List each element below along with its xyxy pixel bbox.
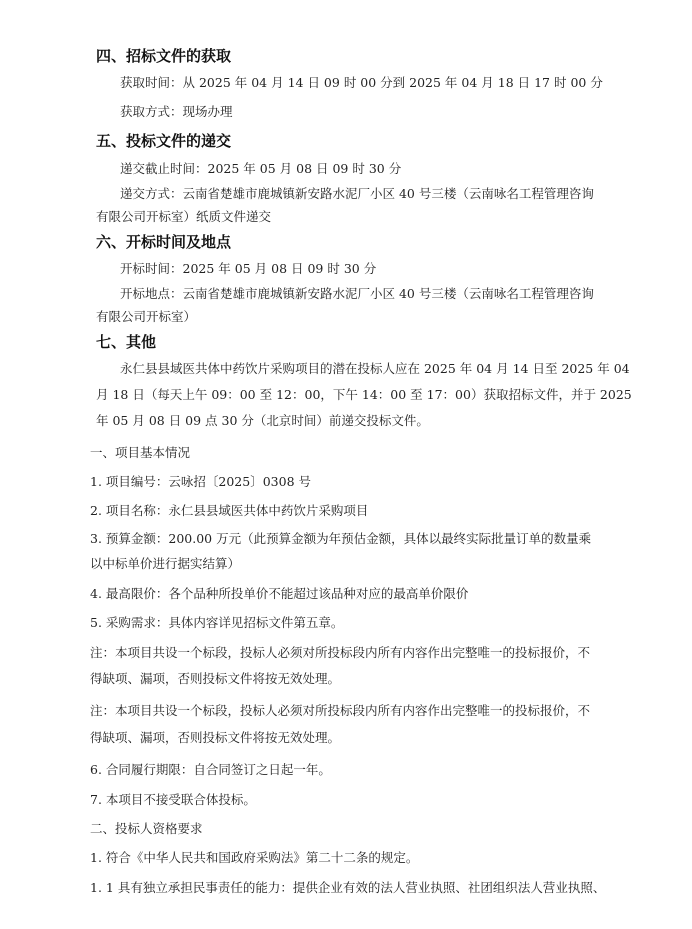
qualification-item1: 1. 符合《中华人民共和国政府采购法》第二十二条的规定。 bbox=[90, 850, 419, 865]
other-para-line1: 永仁县县域医共体中药饮片采购项目的潜在投标人应在 2025 年 04 月 14 日至 2025 年 04 bbox=[120, 361, 630, 376]
note1-line1: 注：本项目共设一个标段，投标人必须对所投标段内所有内容作出完整唯一的投标报价，不 bbox=[90, 645, 591, 660]
no-consortium: 7. 本项目不接受联合体投标。 bbox=[90, 792, 256, 807]
budget-line1: 3. 预算金额：200.00 万元（此预算金额为年预估金额，具体以最终实际批量订单的数量乘 bbox=[90, 531, 592, 546]
submit-method-line1: 递交方式：云南省楚雄市鹿城镇新安路水泥厂小区 40 号三楼（云南咏名工程管理咨询 bbox=[120, 186, 594, 201]
qualification-title: 二、投标人资格要求 bbox=[90, 821, 203, 836]
section-heading-7: 七、其他 bbox=[96, 333, 157, 351]
note2-line1: 注：本项目共设一个标段，投标人必须对所投标段内所有内容作出完整唯一的投标报价，不 bbox=[90, 703, 591, 718]
opening-time: 开标时间：2025 年 05 月 08 日 09 时 30 分 bbox=[120, 261, 377, 276]
note1-line2: 得缺项、漏项，否则投标文件将按无效处理。 bbox=[90, 671, 341, 686]
project-number: 1. 项目编号：云咏招〔2025〕0308 号 bbox=[90, 474, 311, 489]
basic-info-title: 一、项目基本情况 bbox=[90, 445, 191, 460]
submit-method-line2: 有限公司开标室）纸质文件递交 bbox=[96, 209, 272, 224]
price-ceiling: 4. 最高限价：各个品种所投单价不能超过该品种对应的最高单价限价 bbox=[90, 586, 469, 601]
note2-line2: 得缺项、漏项，否则投标文件将按无效处理。 bbox=[90, 730, 341, 745]
section-heading-5: 五、投标文件的递交 bbox=[96, 132, 232, 150]
other-para-line2: 月 18 日（每天上午 09：00 至 12：00，下午 14：00 至 17：00）获取招标文件，并于 2025 bbox=[96, 387, 632, 402]
acquire-method: 获取方式：现场办理 bbox=[120, 104, 233, 119]
other-para-line3: 年 05 月 08 日 09 点 30 分（北京时间）前递交投标文件。 bbox=[96, 413, 429, 428]
project-name: 2. 项目名称：永仁县县域医共体中药饮片采购项目 bbox=[90, 503, 369, 518]
section-heading-4: 四、招标文件的获取 bbox=[96, 47, 232, 65]
procurement-requirement: 5. 采购需求：具体内容详见招标文件第五章。 bbox=[90, 615, 344, 630]
opening-place-line1: 开标地点：云南省楚雄市鹿城镇新安路水泥厂小区 40 号三楼（云南咏名工程管理咨询 bbox=[120, 286, 594, 301]
contract-period: 6. 合同履行期限：自合同签订之日起一年。 bbox=[90, 762, 331, 777]
acquire-time: 获取时间：从 2025 年 04 月 14 日 09 时 00 分到 2025 年 04 月 18 日 17 时 00 分 bbox=[120, 75, 603, 90]
qualification-item1-1: 1. 1 具有独立承担民事责任的能力：提供企业有效的法人营业执照、社团组织法人营业执照、 bbox=[90, 880, 606, 895]
submit-deadline: 递交截止时间：2025 年 05 月 08 日 09 时 30 分 bbox=[120, 161, 402, 176]
budget-line2: 以中标单价进行据实结算） bbox=[90, 556, 241, 571]
opening-place-line2: 有限公司开标室） bbox=[96, 309, 197, 324]
section-heading-6: 六、开标时间及地点 bbox=[96, 233, 232, 251]
